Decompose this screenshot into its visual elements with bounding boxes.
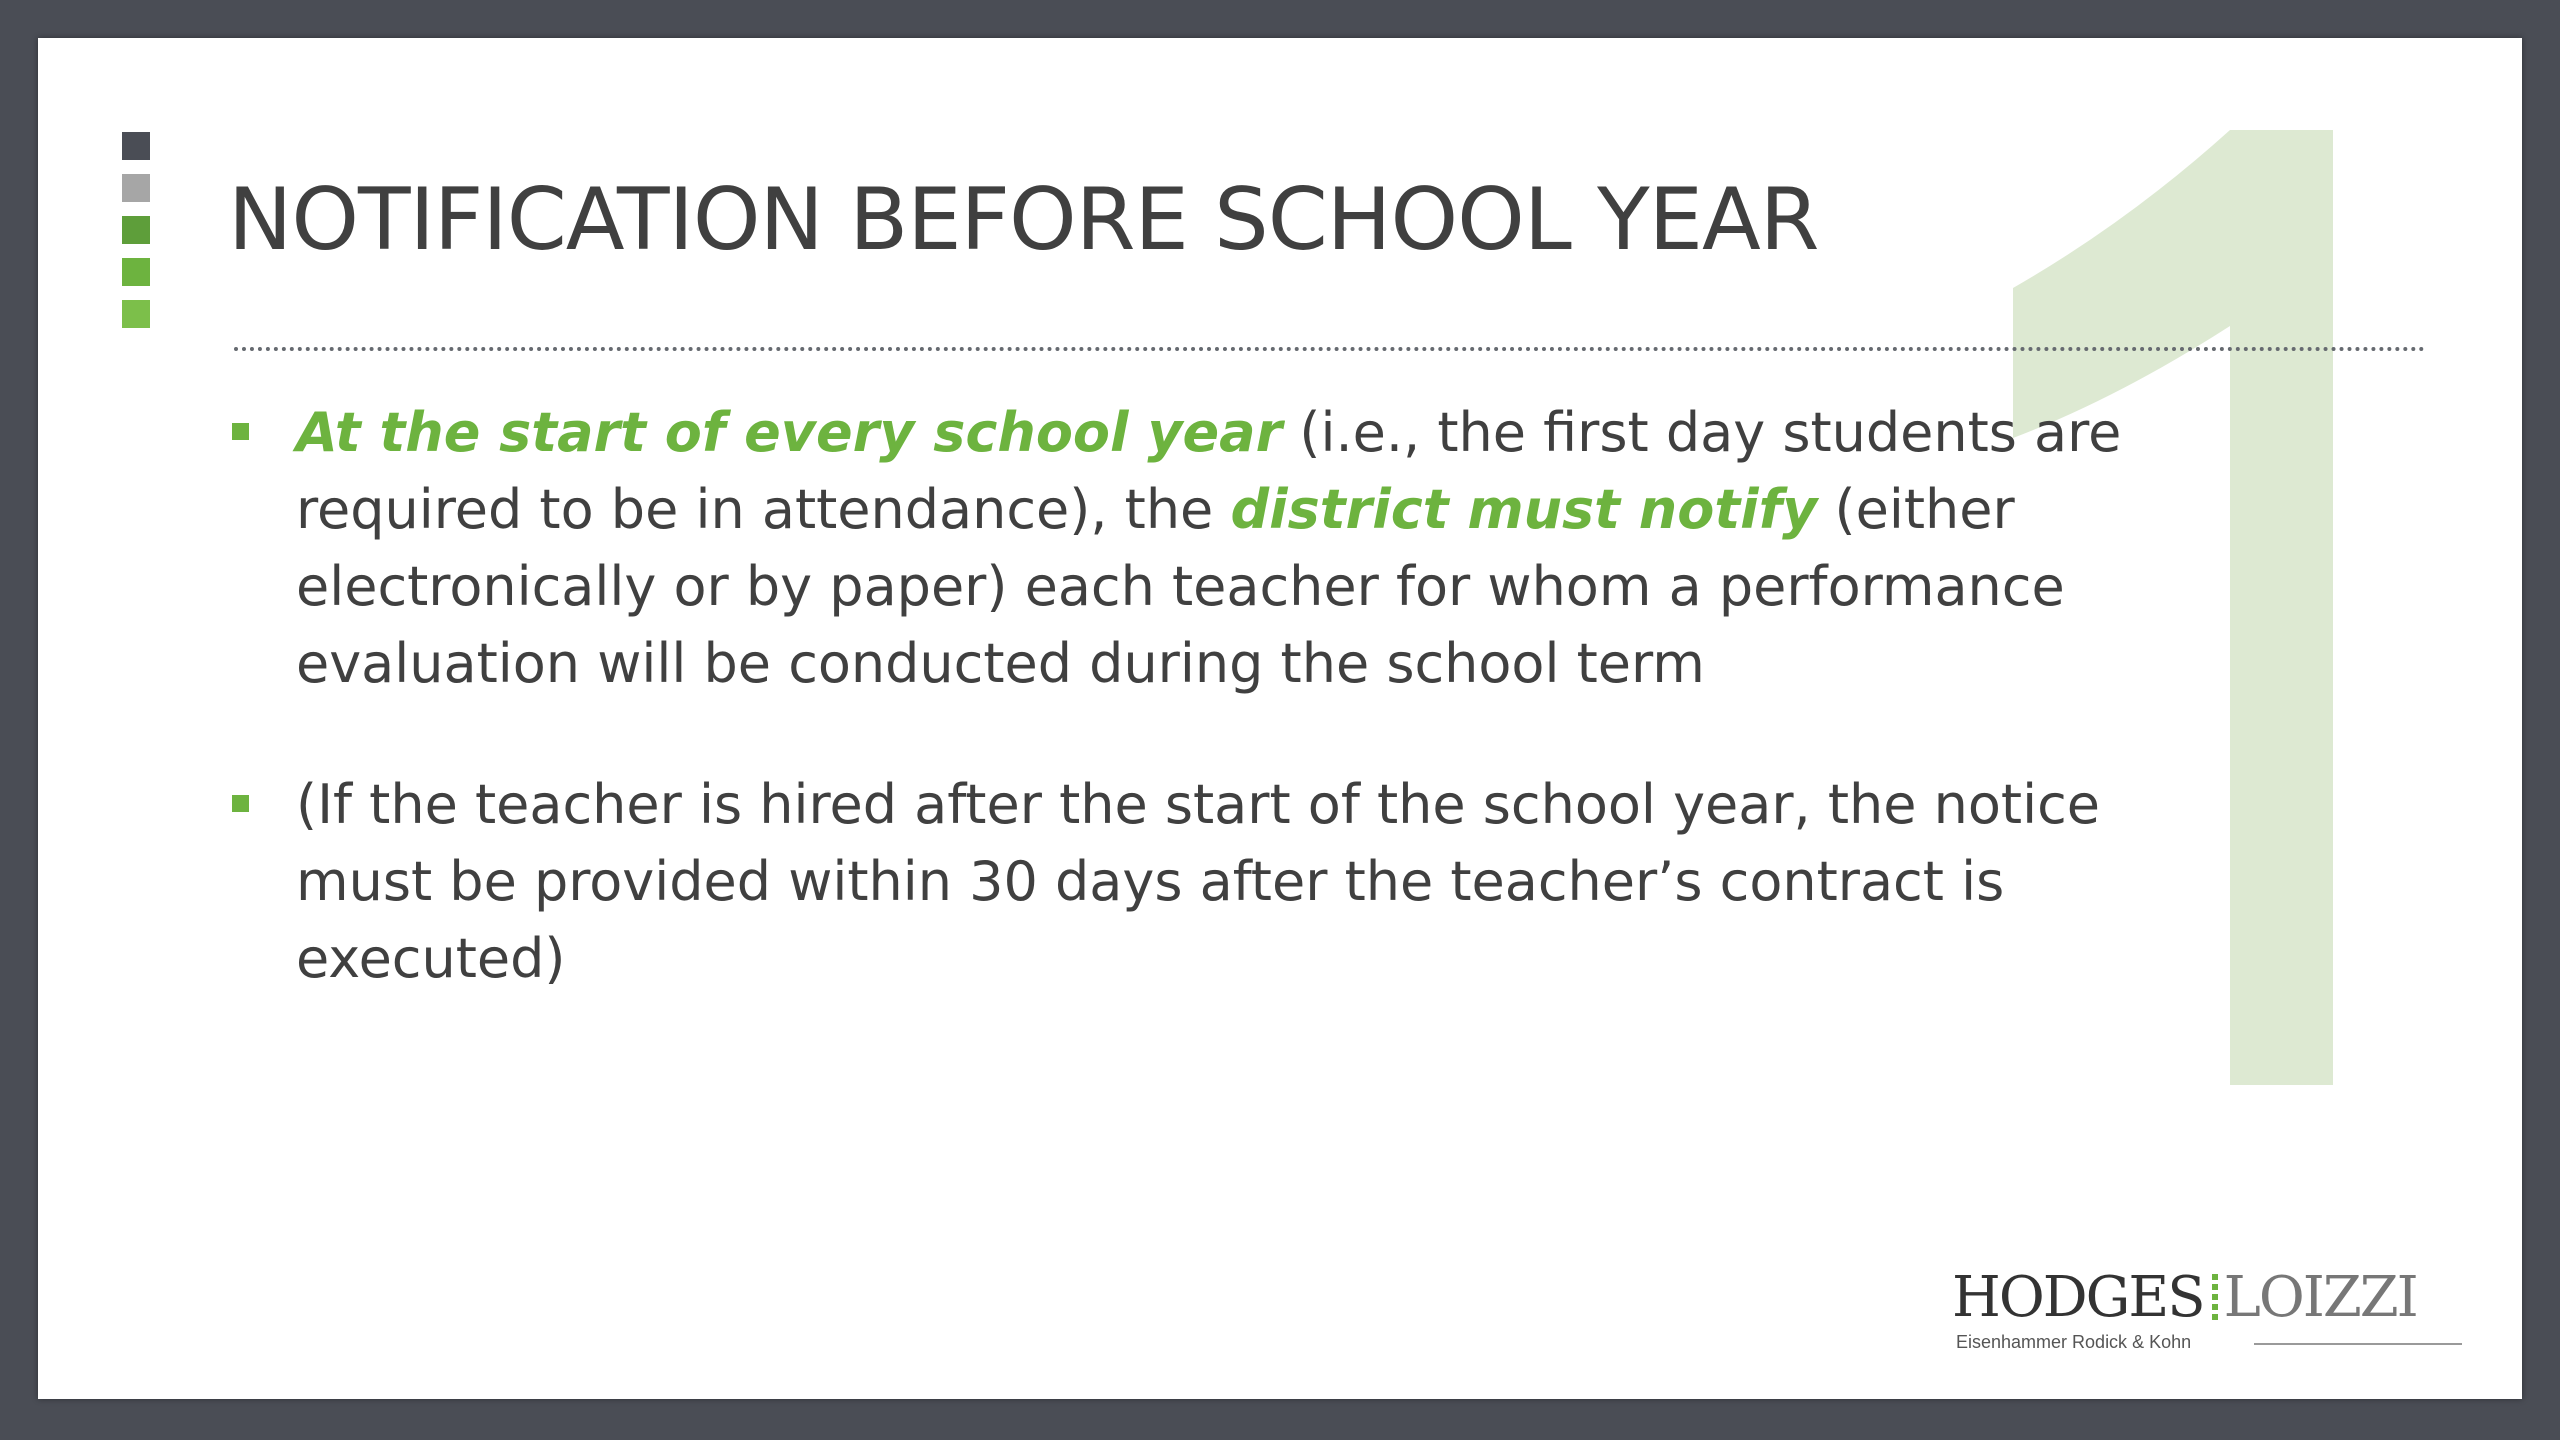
bullet-1-text-1: (i.e., the first day students are required to be in attendance), the bbox=[296, 401, 2122, 541]
bullet-1-highlight-1: At the start of every school year bbox=[296, 401, 1283, 464]
logo-name-first: HODGES bbox=[1952, 1265, 2204, 1330]
logo-wordmark bbox=[1952, 1266, 2417, 1330]
logo-separator-icon bbox=[2212, 1274, 2218, 1320]
square-4 bbox=[122, 258, 150, 286]
bullet-square-icon bbox=[232, 423, 249, 440]
square-3 bbox=[122, 216, 150, 244]
bullet-item bbox=[228, 394, 2228, 702]
slide-title: NOTIFICATION BEFORE SCHOOL YEAR bbox=[228, 170, 1819, 270]
bullet-list bbox=[228, 394, 2228, 1061]
square-5 bbox=[122, 300, 150, 328]
decorative-squares bbox=[122, 132, 150, 342]
company-logo bbox=[1952, 1266, 2432, 1366]
bullet-1-text-2: (either electronically or by paper) each teacher for whom a performance evaluation will be conducted during the school term bbox=[296, 478, 2065, 695]
bullet-item bbox=[228, 766, 2228, 997]
title-divider bbox=[234, 347, 2426, 351]
bullet-1-highlight-2: district must notify bbox=[1230, 478, 1818, 541]
square-2 bbox=[122, 174, 150, 202]
logo-name-second: LOIZZI bbox=[2223, 1265, 2417, 1330]
slide bbox=[38, 38, 2522, 1399]
logo-underline bbox=[2254, 1343, 2462, 1345]
logo-subtitle: Eisenhammer Rodick & Kohn bbox=[1956, 1332, 2192, 1352]
bullet-2-text: (If the teacher is hired after the start of the school year, the notice must be provided within 30 days after the teacher’s contract is executed) bbox=[296, 773, 2101, 990]
bullet-square-icon bbox=[232, 795, 249, 812]
square-1 bbox=[122, 132, 150, 160]
